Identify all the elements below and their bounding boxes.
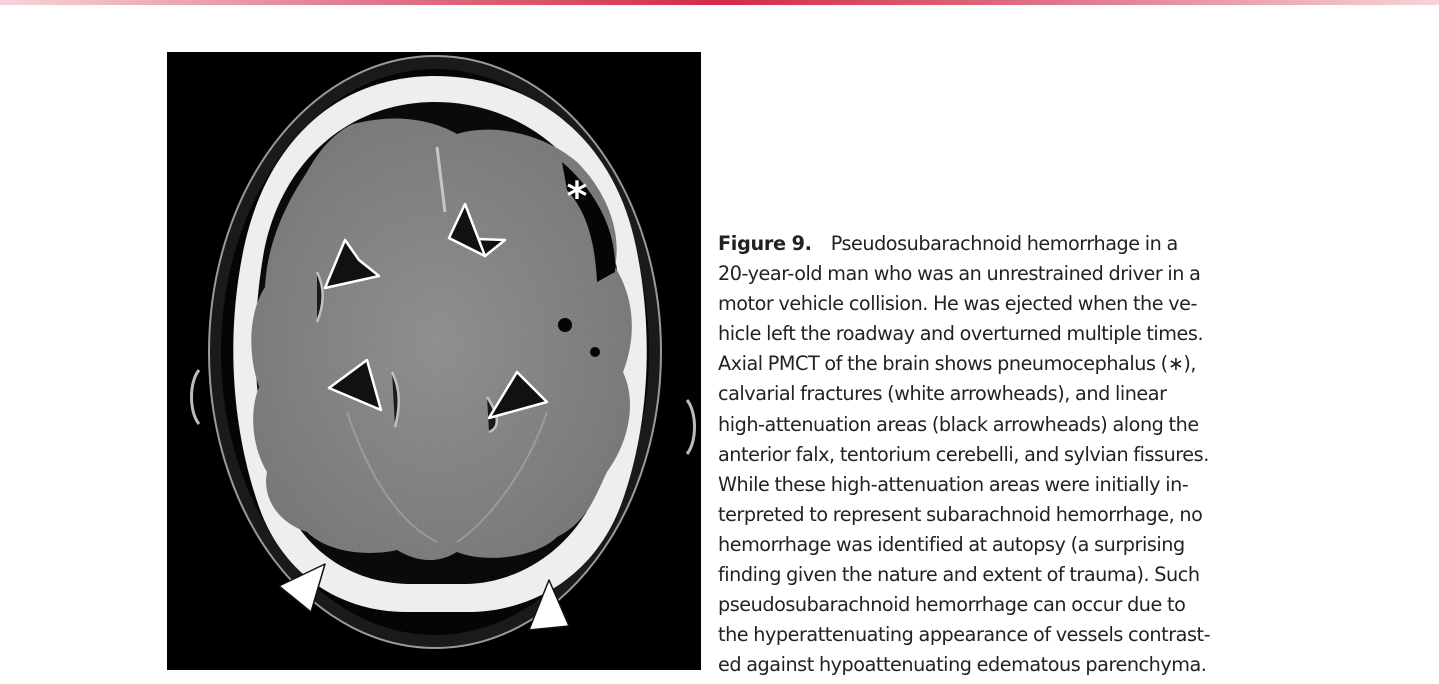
caption-line-15: ed against hypoattenuating edematous parenchyma. [718, 653, 1207, 677]
caption-line-12: finding given the nature and extent of trauma). Such [718, 563, 1200, 587]
ct-scan-image [167, 52, 701, 670]
caption-line-6: calvarial fractures (white arrowheads), and linear [718, 382, 1167, 406]
caption-line-14: the hyperattenuating appearance of vessels contrast- [718, 623, 1211, 647]
caption-line-10: terpreted to represent subarachnoid hemorrhage, no [718, 502, 1203, 526]
caption-line-11: hemorrhage was identified at autopsy (a surprising [718, 532, 1185, 556]
caption-line-7: high-attenuation areas (black arrowheads) along the [718, 412, 1199, 436]
caption-line-5: Axial PMCT of the brain shows pneumocephalus (∗), [718, 352, 1197, 376]
figure-caption [718, 229, 1288, 680]
header-accent-rule [0, 0, 1439, 5]
right-ear [687, 400, 695, 454]
asterisk-annotation: * [566, 174, 588, 220]
caption-text: Pseudosubarachnoid hemorrhage in a [830, 232, 1178, 255]
caption-line-2: 20-year-old man who was an unrestrained driver in a [718, 262, 1201, 286]
caption-line-3: motor vehicle collision. He was ejected when the ve- [718, 292, 1197, 316]
caption-line-8: anterior falx, tentorium cerebelli, and sylvian fissures. [718, 442, 1209, 466]
figure-number-label: Figure 9. [718, 232, 812, 255]
caption-line-13: pseudosubarachnoid hemorrhage can occur due to [718, 593, 1186, 617]
left-ear [192, 370, 200, 424]
caption-line-9: While these high-attenuation areas were initially in- [718, 472, 1189, 496]
caption-line-1 [718, 229, 1288, 259]
caption-line-4: hicle left the roadway and overturned multiple times. [718, 322, 1204, 346]
